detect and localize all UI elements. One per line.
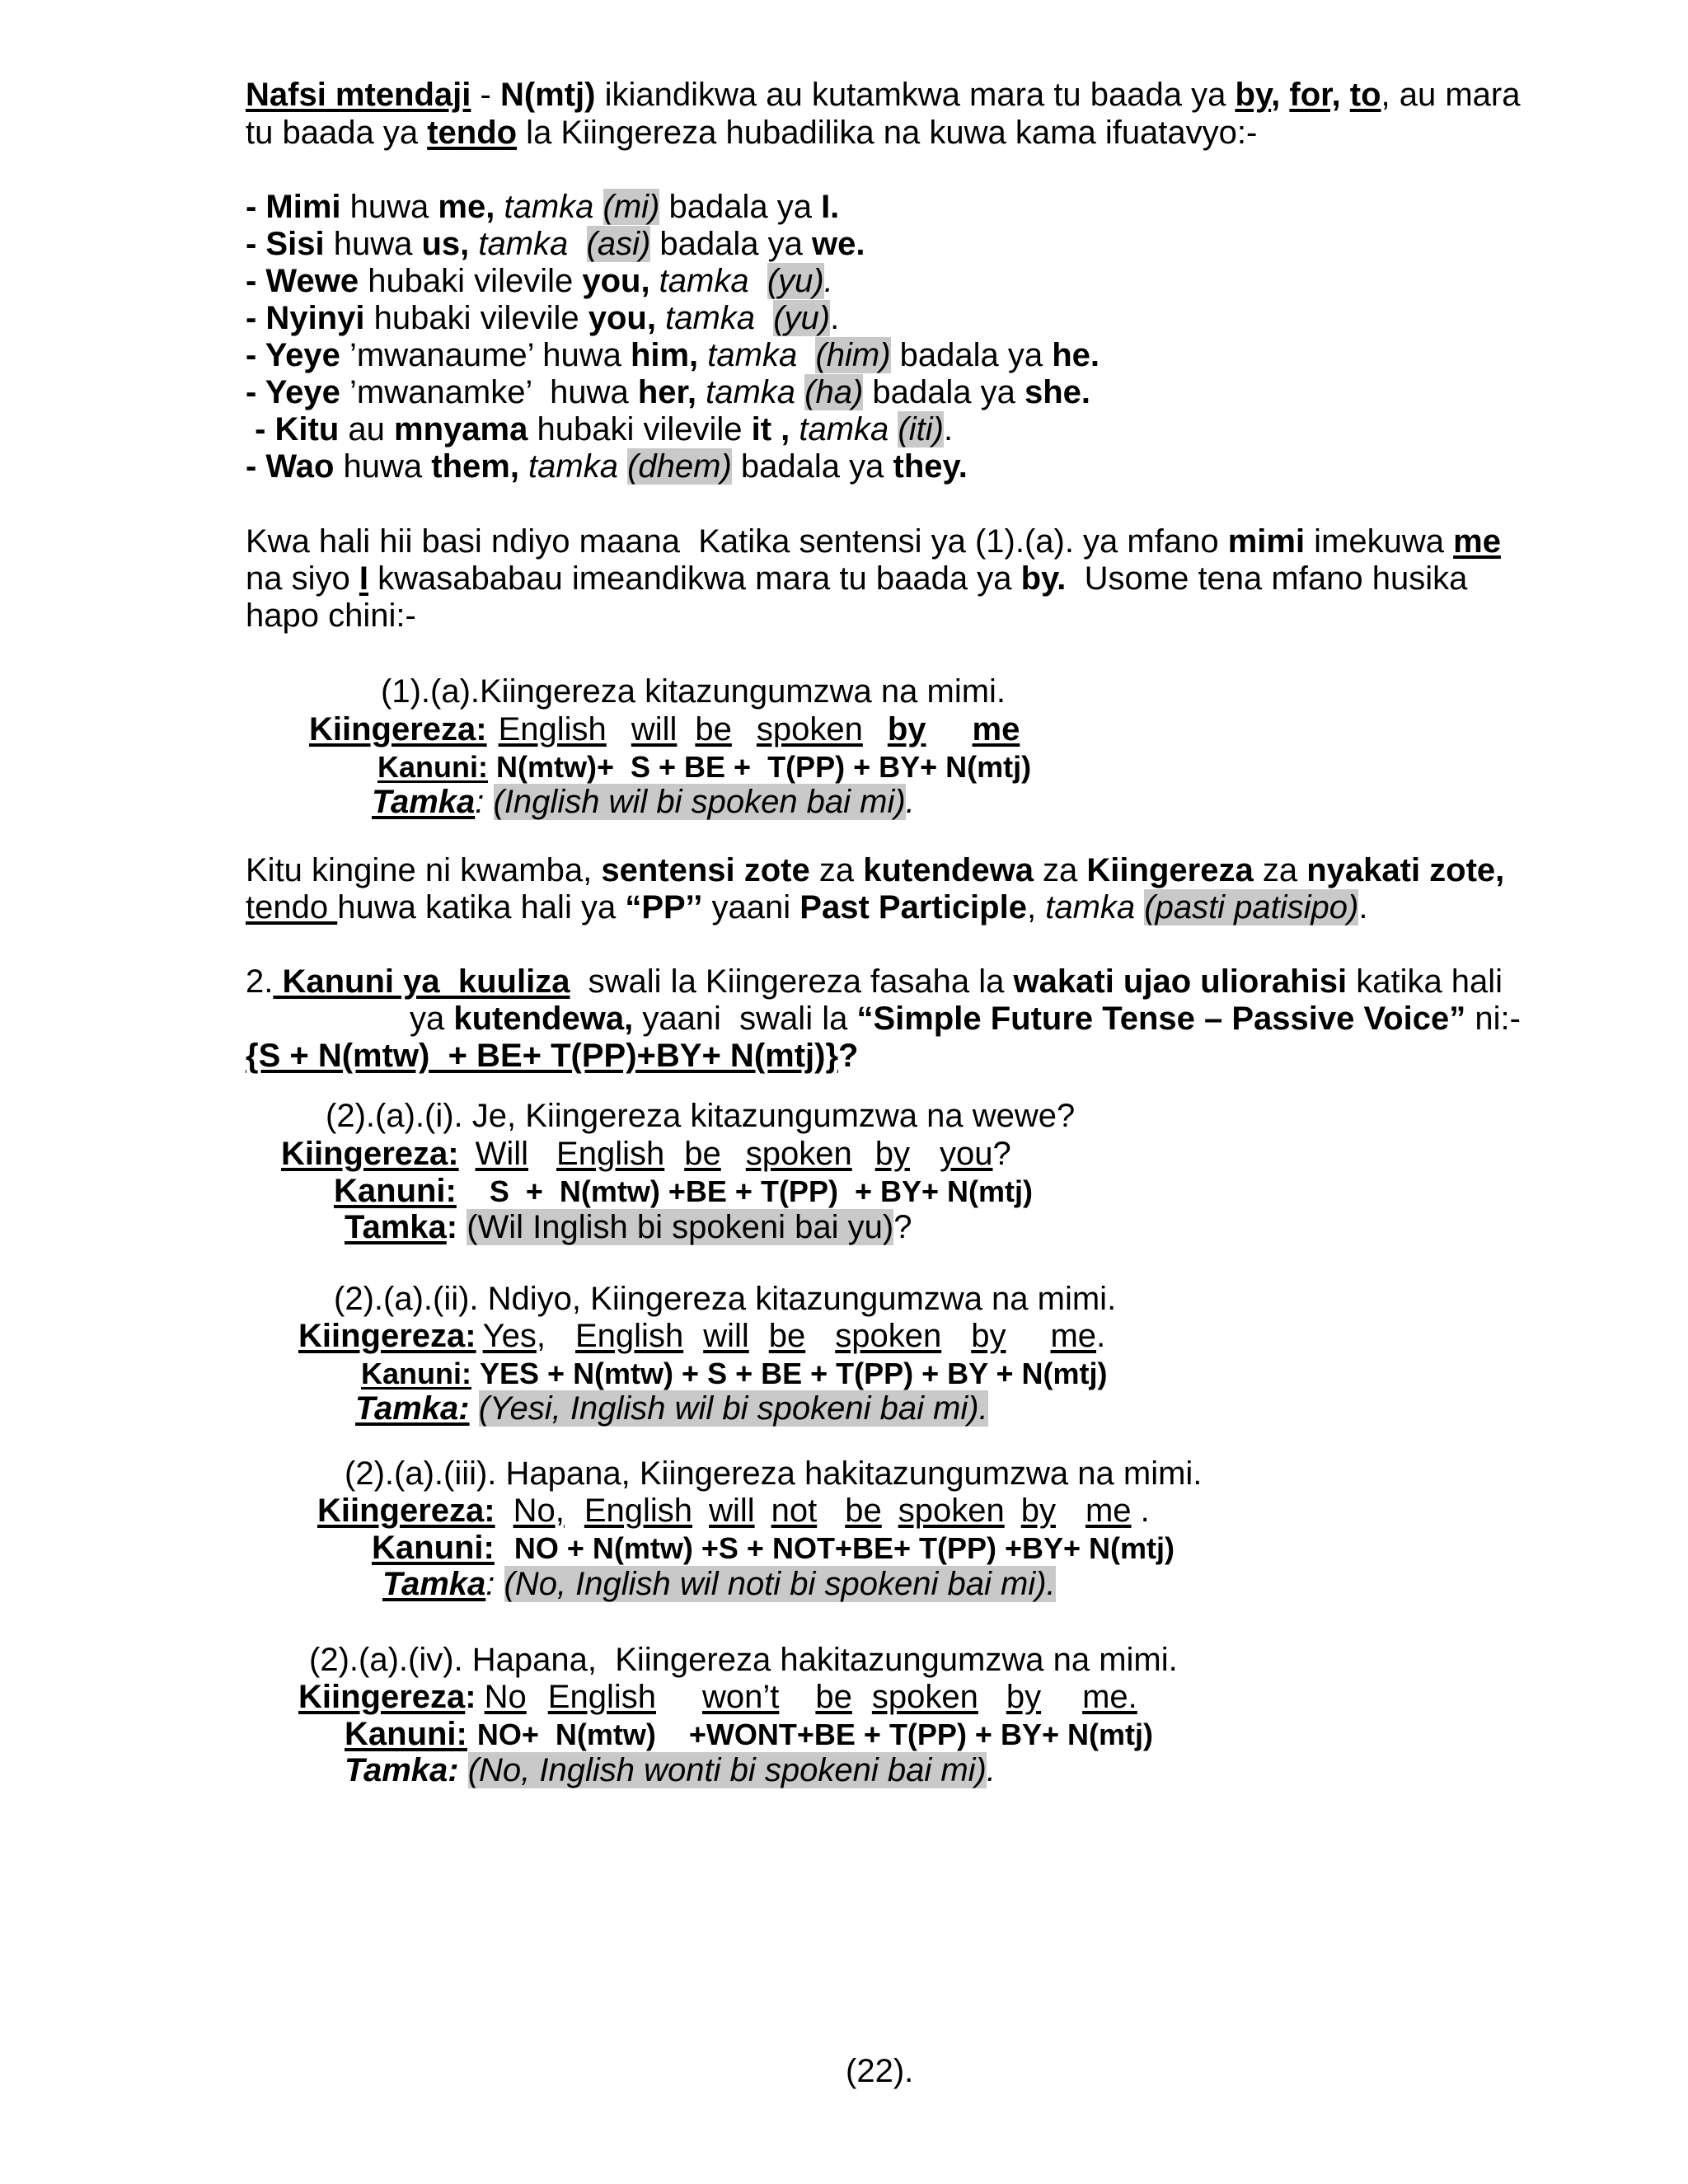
text: mimi	[1227, 523, 1306, 560]
word: me	[972, 711, 1020, 748]
pronoun-item	[246, 448, 968, 485]
text: ?	[893, 1209, 912, 1245]
label-kanuni: Kanuni:	[334, 1173, 457, 1209]
word: will	[709, 1493, 755, 1529]
example-1-title: (1).(a).Kiingereza kitazungumzwa na mimi.	[381, 673, 1006, 710]
pronunciation: (yu)	[773, 300, 831, 336]
text: them,	[431, 448, 519, 485]
text: .	[905, 784, 915, 820]
label-tamka: Tamka	[382, 1566, 486, 1602]
label-kiingereza: Kiingereza:	[317, 1493, 495, 1529]
text: Past Participle	[799, 889, 1027, 926]
text: badala ya	[890, 337, 1053, 373]
word: English	[498, 711, 607, 748]
word: won’t	[701, 1679, 780, 1715]
text: - Yeye	[246, 374, 340, 410]
text: .	[1096, 1318, 1106, 1354]
text: ?	[992, 1136, 1011, 1172]
text: badala ya	[659, 189, 822, 225]
text	[1341, 77, 1350, 113]
text: ,	[771, 411, 799, 448]
text: it	[751, 411, 772, 448]
term-nafsi-mtendaji: Nafsi mtendaji	[246, 77, 471, 113]
example-2iv-kiingereza: Kiingereza: No English won’t be spoken by me.	[298, 1679, 1137, 1715]
word: by	[874, 1136, 910, 1172]
formula: N(mtw)+ S + BE + T(PP) + BY+ N(mtj)	[496, 750, 1032, 784]
label-kiingereza: Kiingereza	[298, 1679, 466, 1715]
label-tamka: Tamka:	[355, 1390, 470, 1427]
text: za	[1253, 852, 1307, 888]
word: be	[768, 1318, 806, 1354]
text: tamka	[799, 411, 898, 448]
word: English	[556, 1136, 665, 1172]
text: .	[986, 1752, 996, 1788]
text: “Simple Future Tense – Passive Voice”	[856, 1001, 1466, 1037]
text: yaani	[702, 889, 800, 926]
text: they.	[893, 448, 968, 485]
pronoun-item	[246, 225, 865, 263]
pronunciation: (No, Inglish wil noti bi spokeni bai mi).	[504, 1566, 1056, 1602]
text: la Kiingereza hubadilika na kuwa kama ifuatavyo:-	[517, 115, 1258, 151]
word: Will	[475, 1136, 529, 1172]
word: English	[547, 1679, 656, 1715]
text: - Kitu	[246, 411, 340, 448]
text: us,	[421, 226, 470, 262]
example-2iii-kanuni	[372, 1529, 1175, 1568]
pronoun-item	[246, 262, 833, 300]
label-kanuni: Kanuni:	[361, 1357, 471, 1390]
text: her,	[637, 374, 696, 410]
word: spoken	[756, 711, 863, 748]
text: I.	[821, 189, 840, 225]
pronoun-item	[246, 410, 953, 448]
text: za	[1033, 852, 1087, 888]
label-kanuni: Kanuni:	[345, 1716, 467, 1752]
example-2ii-title: (2).(a).(ii). Ndiyo, Kiingereza kitazungumzwa na mimi.	[334, 1281, 1117, 1317]
text: me	[1453, 523, 1501, 560]
example-2i-kanuni	[334, 1172, 1033, 1211]
text: huwa	[334, 448, 432, 485]
word: be	[845, 1493, 882, 1529]
text: .	[943, 411, 954, 448]
pronunciation: (mi)	[603, 189, 660, 225]
word-by: by	[1235, 77, 1272, 113]
label-tamka: Tamka	[372, 784, 476, 820]
text: tamka	[1045, 889, 1145, 926]
example-2iv-title: (2).(a).(iv). Hapana, Kiingereza hakitazungumzwa na mimi.	[309, 1642, 1178, 1678]
text: imekuwa	[1305, 523, 1454, 560]
text: .	[1131, 1493, 1150, 1529]
word: you	[939, 1136, 993, 1172]
text: huwa katika hali ya	[337, 889, 626, 926]
text: - Wewe	[246, 263, 359, 299]
word: spoken	[871, 1679, 978, 1715]
example-2iii-tamka: Tamka: (No, Inglish wil noti bi spokeni bai mi).	[382, 1566, 1056, 1602]
text: ya	[410, 1001, 454, 1037]
example-2i-tamka: Tamka: (Wil Inglish bi spokeni bai yu)?	[345, 1209, 912, 1245]
label-kiingereza: Kiingereza:	[309, 711, 487, 748]
text: huwa	[324, 226, 422, 262]
text: - Sisi	[246, 226, 325, 262]
para2-line-2	[246, 560, 1467, 598]
text: wakati ujao uliorahisi	[1013, 963, 1348, 1000]
formula: {S + N(mtw) + BE+ T(PP)+BY+ N(mtj)}	[246, 1038, 839, 1074]
text: he.	[1052, 337, 1100, 373]
text: tamka	[518, 448, 628, 485]
rule-2-formula	[246, 1037, 858, 1075]
text: .	[830, 300, 840, 336]
word: will	[631, 711, 678, 748]
para3-line-1	[246, 851, 1504, 889]
word: No,	[513, 1493, 565, 1529]
text: kutendewa	[863, 852, 1034, 888]
text: hubaki vilevile	[359, 263, 583, 299]
word: not	[771, 1493, 818, 1529]
text: she.	[1024, 374, 1091, 410]
pronunciation: (dhem)	[627, 448, 732, 485]
text: hubaki vilevile	[364, 300, 588, 336]
pronunciation: (Wil Inglish bi spokeni bai yu)	[467, 1209, 894, 1245]
word: by	[887, 711, 926, 748]
example-2ii-kanuni	[361, 1355, 1108, 1393]
word: English	[575, 1318, 684, 1354]
example-2iii-title: (2).(a).(iii). Hapana, Kiingereza hakitazungumzwa na mimi.	[345, 1455, 1203, 1492]
text: nyakati zote,	[1306, 852, 1505, 888]
word: be	[695, 711, 732, 748]
para2-line-3: hapo chini:-	[246, 598, 416, 634]
text: yaani swali la	[633, 1001, 857, 1037]
text: - Nyinyi	[246, 300, 365, 336]
example-2iii-kiingereza	[317, 1492, 1150, 1530]
pronoun-item	[246, 299, 839, 337]
text: sentensi zote	[601, 852, 810, 888]
pronunciation: (asi)	[586, 226, 651, 262]
text: tamka	[649, 263, 767, 299]
word: be	[684, 1136, 721, 1172]
label-tamka: Tamka	[345, 1209, 447, 1245]
text: tamka	[495, 189, 603, 225]
text: tu baada ya	[246, 115, 428, 151]
pronoun-item	[246, 336, 1100, 374]
pronunciation: (iti)	[898, 411, 944, 448]
example-2ii-tamka	[355, 1390, 988, 1427]
label-kiingereza: Kiingereza:	[298, 1318, 476, 1354]
text: - Yeye	[246, 337, 340, 373]
label-kanuni: Kanuni:	[372, 1530, 495, 1566]
example-2iv-tamka	[345, 1751, 996, 1789]
formula: NO+ N(mtw) +WONT+BE + T(PP) + BY+ N(mtj)	[476, 1718, 1153, 1751]
word: me	[1085, 1493, 1132, 1529]
text: by.	[1020, 560, 1067, 597]
text: - Mimi	[246, 189, 341, 225]
word: by	[1006, 1679, 1042, 1715]
word: English	[584, 1493, 693, 1529]
text: ’mwanaume’ huwa	[340, 337, 631, 373]
text: ni:-	[1465, 1001, 1521, 1037]
word: spoken	[835, 1318, 942, 1354]
text: na siyo	[246, 560, 359, 597]
text: mnyama	[394, 411, 528, 448]
text: I	[359, 560, 368, 597]
word: spoken	[745, 1136, 852, 1172]
label-tamka: Tamka:	[345, 1752, 459, 1788]
text: -	[471, 77, 500, 113]
formula: NO + N(mtw) +S + NOT+BE+ T(PP) +BY+ N(mtj)	[513, 1531, 1175, 1565]
text: badala ya	[731, 448, 893, 485]
word-to: to	[1349, 77, 1381, 113]
para3-line-2	[246, 888, 1368, 926]
word-tendo: tendo	[427, 115, 518, 151]
intro-line-1	[246, 76, 1521, 114]
text: “PP’’	[625, 889, 703, 926]
text: ?	[838, 1038, 859, 1074]
example-2ii-kiingereza	[298, 1317, 1105, 1355]
para2-line-1	[246, 523, 1501, 560]
word: spoken	[898, 1493, 1005, 1529]
formula: S + N(mtw) +BE + T(PP) + BY+ N(mtj)	[489, 1174, 1033, 1208]
example-1-tamka: Tamka: (Inglish wil bi spoken bai mi).	[372, 784, 915, 820]
example-2iv-kanuni	[345, 1715, 1153, 1754]
text: tamka	[469, 226, 587, 262]
text: we.	[812, 226, 865, 262]
word: Yes	[482, 1318, 537, 1354]
pronunciation: (Yesi, Inglish wil bi spokeni bai mi).	[478, 1390, 988, 1427]
formula: YES + N(mtw) + S + BE + T(PP) + BY + N(mtj)	[480, 1357, 1108, 1390]
page-number: (22).	[846, 2053, 914, 2089]
word: me.	[1082, 1679, 1137, 1715]
text: ’mwanamke’ huwa	[340, 374, 638, 410]
text: you,	[588, 300, 656, 336]
word: me	[1050, 1318, 1097, 1354]
text: .	[1358, 889, 1368, 926]
text: huwa	[340, 189, 438, 225]
text: me,	[438, 189, 495, 225]
text: tamka	[698, 337, 816, 373]
label-kiingereza: Kiingereza:	[281, 1136, 459, 1172]
example-1-kiingereza	[309, 710, 1020, 748]
pronoun-item	[246, 373, 1090, 411]
word-tendo: tendo	[246, 889, 338, 926]
word: by	[1020, 1493, 1056, 1529]
word-for: for,	[1289, 77, 1341, 113]
example-1-kanuni	[377, 748, 1031, 786]
rule-number: 2.	[246, 963, 274, 1000]
word: will	[703, 1318, 749, 1354]
intro-line-2	[246, 114, 1257, 152]
pronunciation: (yu)	[767, 263, 824, 299]
text: swali la Kiingereza fasaha la	[570, 963, 1014, 1000]
example-2i-title: (2).(a).(i). Je, Kiingereza kitazungumzwa na wewe?	[326, 1098, 1076, 1134]
word: be	[815, 1679, 852, 1715]
text: ,	[1271, 77, 1290, 113]
pronunciation: (Inglish wil bi spoken bai mi)	[493, 784, 906, 820]
text: - Wao	[246, 448, 335, 485]
text: katika hali	[1347, 963, 1503, 1000]
pronunciation: (ha)	[804, 374, 864, 410]
text: .	[823, 263, 833, 299]
word: No	[484, 1679, 527, 1715]
text: tamka	[655, 300, 774, 336]
text: au	[339, 411, 395, 448]
text: ,	[536, 1318, 546, 1354]
text: , au mara	[1381, 77, 1521, 113]
text: badala ya	[863, 374, 1025, 410]
text: hubaki vilevile	[528, 411, 752, 448]
text: you,	[582, 263, 650, 299]
text: tamka	[696, 374, 805, 410]
rule-2-line-1	[246, 963, 1503, 1001]
text: him,	[630, 337, 699, 373]
text: badala ya	[650, 226, 812, 262]
pronunciation: (pasti patisipo)	[1144, 889, 1359, 926]
text: ,	[1026, 889, 1046, 926]
pronunciation: (No, Inglish wonti bi spokeni bai mi)	[467, 1752, 987, 1788]
term-nmtj: N(mtj)	[499, 77, 596, 113]
text: ikiandikwa au kutamkwa mara tu baada ya	[595, 77, 1236, 113]
pronoun-item	[246, 188, 839, 226]
example-2i-kiingereza	[281, 1135, 1011, 1173]
text: za	[809, 852, 864, 888]
text: Kwa hali hii basi ndiyo maana Katika sentensi ya (1).(a). ya mfano	[246, 523, 1228, 560]
text: Kiingereza	[1086, 852, 1254, 888]
pronunciation: (him)	[815, 337, 891, 373]
rule-2-line-2	[410, 1000, 1521, 1038]
text: Usome tena mfano husika	[1066, 560, 1468, 597]
label-kanuni: Kanuni:	[377, 750, 488, 784]
text: Kitu kingine ni kwamba,	[246, 852, 602, 888]
text: kutendewa,	[453, 1001, 634, 1037]
word: by	[971, 1318, 1006, 1354]
text: kwasababau imeandikwa mara tu baada ya	[368, 560, 1021, 597]
rule-title: Kanuni ya kuuliza	[273, 963, 570, 1000]
